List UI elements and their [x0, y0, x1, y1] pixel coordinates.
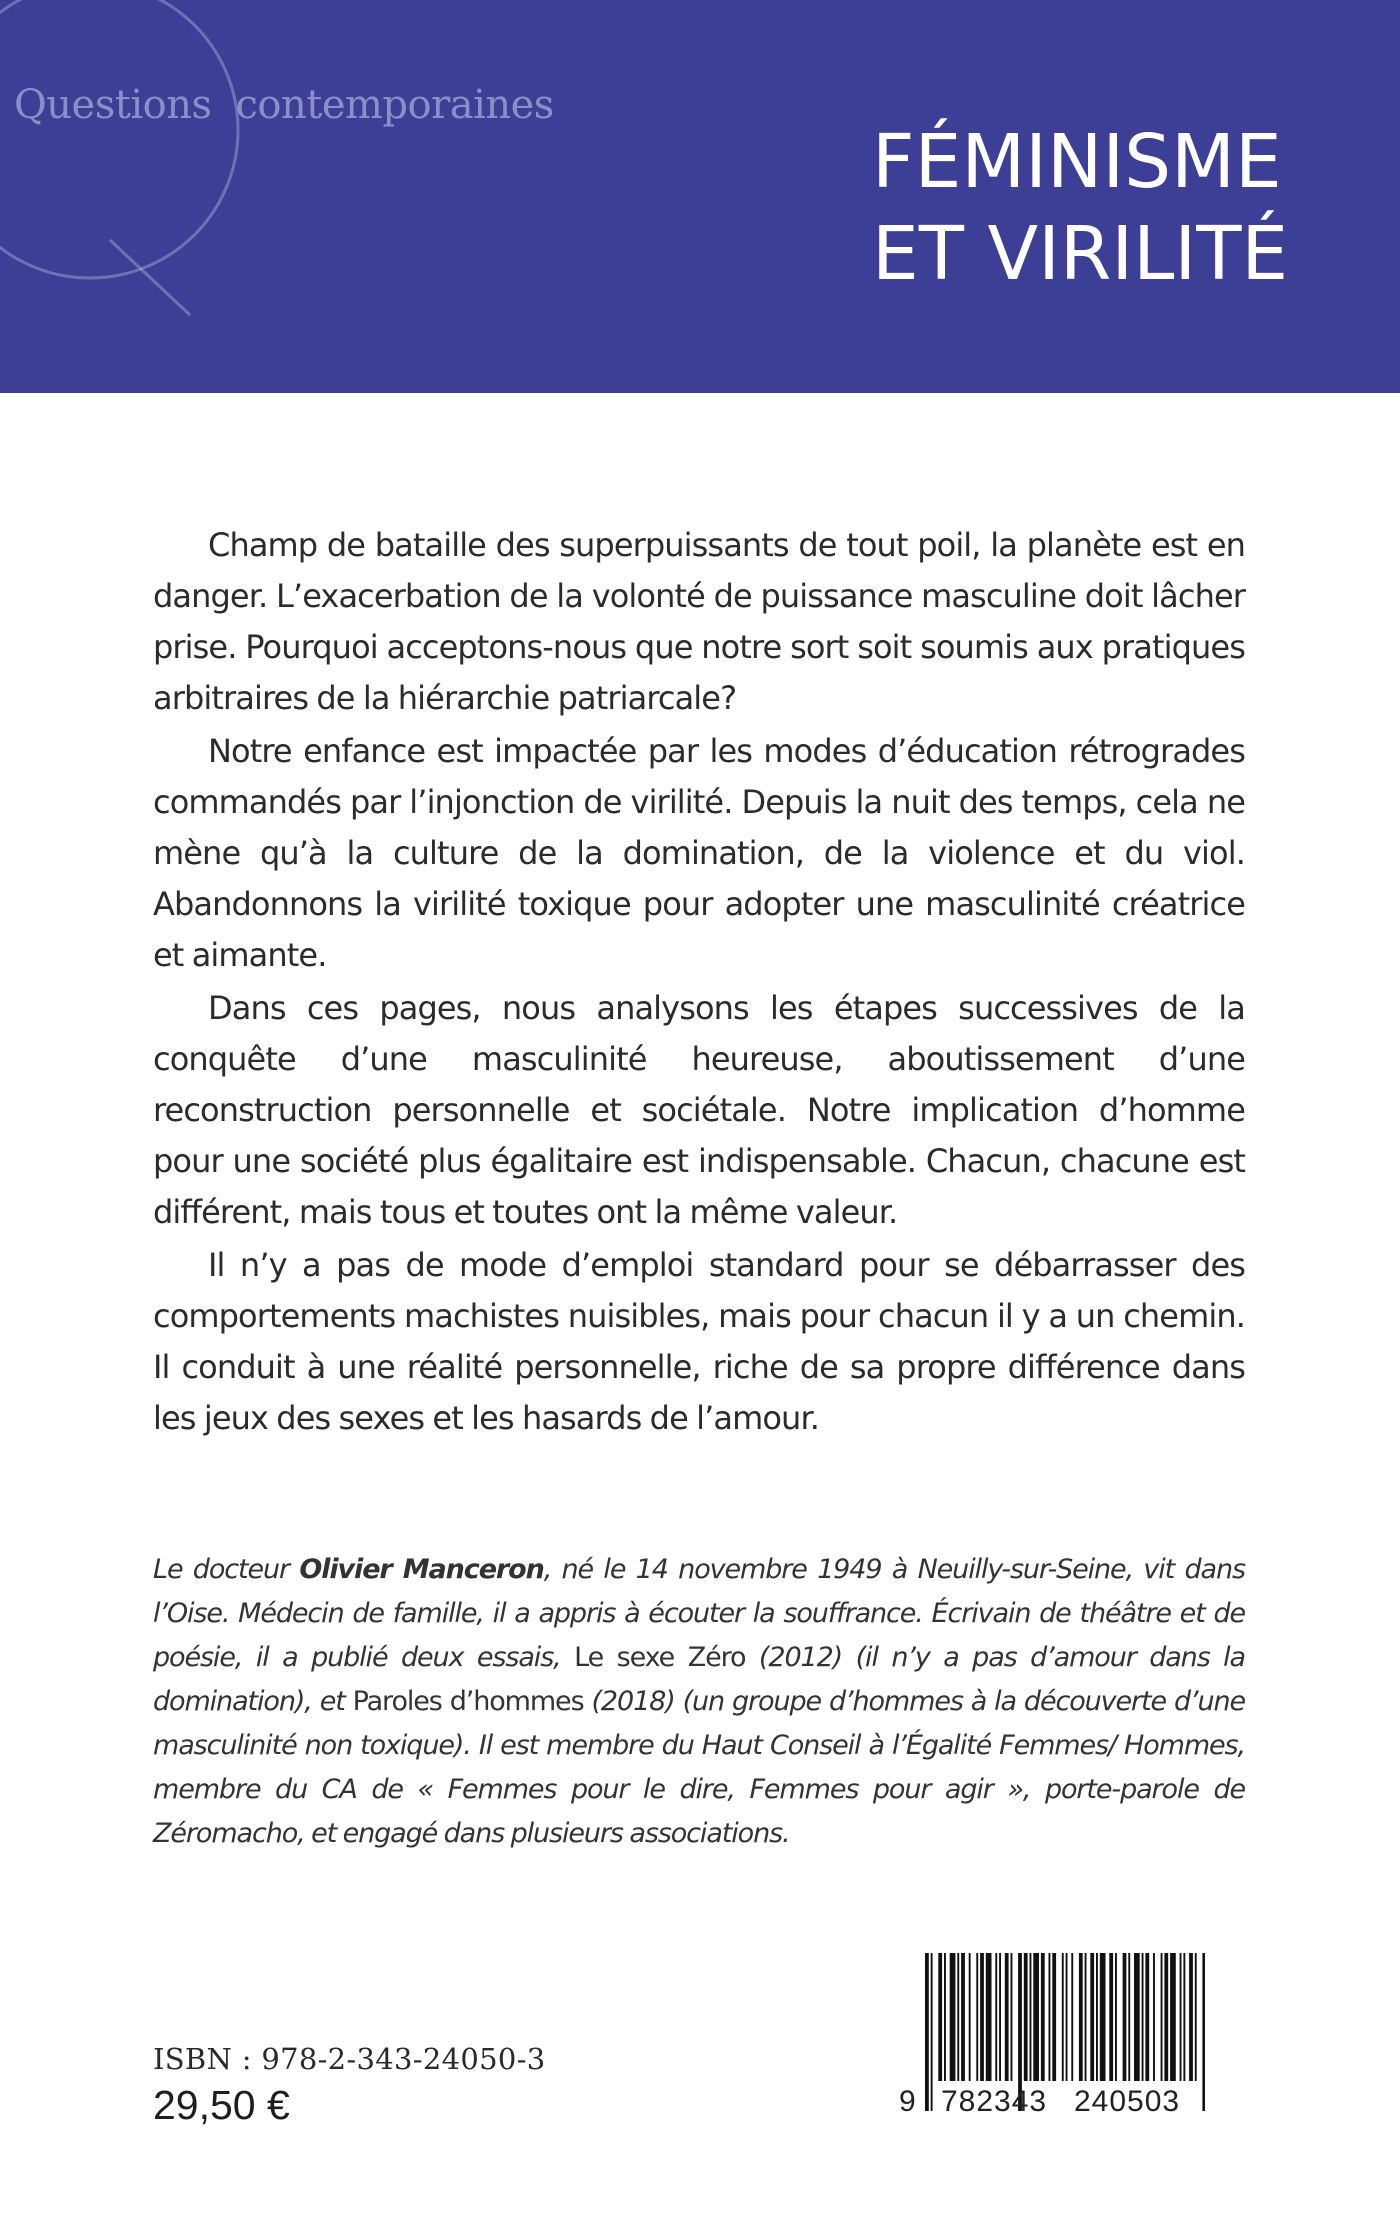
barcode-digit-first: 9 [899, 2085, 917, 2118]
isbn: ISBN : 978-2-343-24050-3 [153, 2042, 546, 2076]
bio-book-2: Paroles d’hommes [352, 1686, 584, 1717]
series-word-2: contemporaines [235, 82, 554, 128]
bio-part-1: , né le 14 novembre 1949 à Neuilly-sur-Seine, vit dans l’Oise. Médecin de famille, il a appris à écouter la souffrance. Écrivain de théâtre et de poésie, il a publié deux essais, [153, 1554, 1245, 1673]
blurb-paragraph: Dans ces pages, nous analysons les étapes successives de la conquête d’une masculinité heureuse, aboutissement d’une reconstruction personnelle et sociétale. Notre implication d’homme pour une société plus égalitaire est indispensable. Chacun, chacune est différent, mais tous et toutes ont la même valeur. [153, 989, 1245, 1231]
barcode-bar [1041, 1953, 1045, 2081]
barcode-bar [1085, 1953, 1087, 2081]
barcode-bar [1134, 1953, 1140, 2081]
bio-part-2: (2012) (il n’y a pas d’amour dans la domination), et [153, 1642, 1246, 1717]
barcode-bar [969, 1953, 971, 2081]
barcode-bar [1123, 1953, 1127, 2081]
barcode-bar [1071, 1953, 1073, 2081]
author-bio [153, 1548, 1245, 1856]
barcode-bar [938, 1953, 942, 2081]
bio-part-3: (2018) (un groupe d’hommes à la découverte d’une masculinité non toxique). Il est membre du Haut Conseil à l’Égalité Femmes/ Hommes, membre du CA de « Femmes pour le dire, Femmes pour agir », porte-parole de Zéromacho, et engagé dans plusieurs associations. [153, 1686, 1246, 1849]
series-q-logo [0, 0, 260, 320]
barcode-bar [1153, 1953, 1155, 2081]
barcode-bar [995, 1953, 997, 2081]
title-line-1: FÉMINISME [872, 119, 1282, 205]
blurb-paragraph: Notre enfance est impactée par les modes d’éducation rétrogrades commandés par l’injonction de virilité. Depuis la nuit des temps, cela ne mène qu’à la culture de la domination, de la violence et du viol. Abandonnons la virilité toxique pour adopter une masculinité créatrice et aimante. [153, 732, 1245, 974]
barcode-bar [1183, 1953, 1185, 2081]
barcode-bar [944, 1953, 946, 2081]
barcode-bar [1066, 1953, 1068, 2081]
barcode-bar [999, 1953, 1001, 2081]
barcode-digits-right: 240503 [1074, 2085, 1181, 2118]
barcode-bar [1115, 1953, 1117, 2081]
barcode-bar [980, 1953, 984, 2081]
barcode-bar [1170, 1953, 1176, 2081]
barcode-bar [957, 1953, 959, 2081]
barcode-bar [1128, 1953, 1130, 2081]
header-band [0, 0, 1400, 393]
barcode-digits [899, 2085, 1209, 2125]
bio-intro: Le docteur [153, 1554, 300, 1585]
author-name: Olivier Manceron [299, 1554, 544, 1585]
book-title [872, 116, 1288, 300]
barcode-bar [1189, 1953, 1193, 2081]
barcode-bar [986, 1953, 992, 2081]
series-label [14, 82, 554, 128]
barcode-bar [1145, 1953, 1149, 2081]
barcode-bar [1180, 1953, 1182, 2081]
barcode-bar [1096, 1953, 1098, 2081]
barcode-bar [1005, 1953, 1009, 2081]
barcode-bar [1161, 1953, 1163, 2081]
barcode-bar [1100, 1953, 1106, 2081]
price: 29,50 € [153, 2082, 290, 2128]
barcode-bar [1109, 1953, 1113, 2081]
blurb [153, 520, 1245, 1446]
barcode-bar [961, 1953, 965, 2081]
barcode-bar [1164, 1953, 1168, 2081]
series-word-1: Questions [14, 82, 212, 128]
barcode-bar [1011, 1953, 1013, 2081]
barcode-bar [1030, 1953, 1032, 2081]
barcode-bar [1024, 1953, 1028, 2081]
barcode-bar [1052, 1953, 1056, 2081]
barcode-bar [1062, 1953, 1064, 2081]
blurb-paragraph: Champ de bataille des superpuissants de tout poil, la planète est en danger. L’exacerbation de la volonté de puissance masculine doit lâcher prise. Pourquoi acceptons-nous que notre sort soit soumis aux pratiques arbitraires de la hiérarchie patriarcale? [153, 526, 1245, 717]
barcode-bar [1195, 1953, 1197, 2081]
barcode-bar [1142, 1953, 1144, 2081]
barcode-bar [1033, 1953, 1039, 2081]
barcode-bar [976, 1953, 978, 2081]
barcode-bar [1079, 1953, 1083, 2081]
blurb-paragraph: Il n’y a pas de mode d’emploi standard pour se débarrasser des comportements machistes nuisibles, mais pour chacun il y a un chemin. Il conduit à une réalité personnelle, riche de sa propre différence dans les jeux des sexes et les hasards de l’amour. [153, 1246, 1245, 1437]
title-line-2: ET VIRILITÉ [872, 211, 1289, 297]
barcode-digits-left: 782343 [941, 2085, 1048, 2118]
barcode-bar [1049, 1953, 1051, 2081]
barcode-bar [950, 1953, 956, 2081]
bio-book-1: Le sexe Zéro [574, 1642, 746, 1673]
barcode-bar [1090, 1953, 1094, 2081]
